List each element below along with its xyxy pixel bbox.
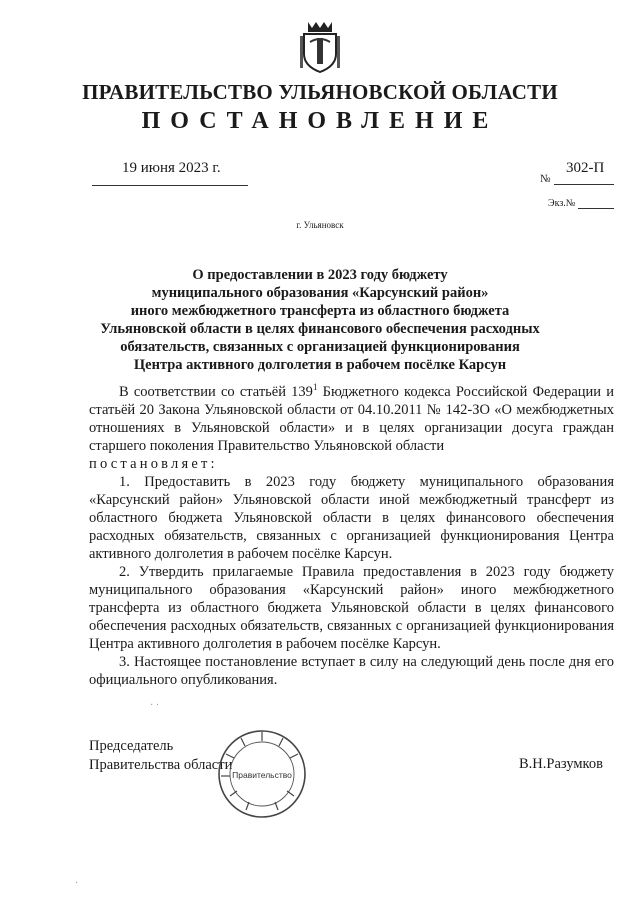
resolves-paragraph: [89, 455, 614, 473]
document-heading: [60, 266, 580, 374]
city: г. Ульяновск: [296, 220, 344, 230]
number-underline: [554, 184, 614, 185]
official-seal-stamp: [216, 728, 308, 820]
article-superscript: 1: [312, 382, 318, 393]
document-body: [89, 383, 614, 689]
intro-text-a: В соответствии со статьёй 139: [119, 384, 313, 400]
heading-line: Центра активного долголетия в рабочем посёлке Карсун: [133, 357, 507, 373]
signatory-name: В.Н.Разумков: [519, 756, 603, 772]
intro-text-b: Бюджетного кодекса Российской Федерации и статьёй 20 Закона Ульяновской области от 04.10.2011 № 142-ЗО «О межбюджетных отношениях в Ульяновской области» и в целях организации досуга граждан старшего поколения Правительство Ульяновской области: [89, 384, 614, 454]
signatory-title-line: Председатель: [89, 738, 174, 754]
heading-line: обязательств, связанных с организацией функционирования: [120, 339, 520, 355]
clause-1: 1. Предоставить в 2023 году бюджету муниципального образования «Карсунский район» Ульяновской области иной межбюджетный трансферт из областного бюджета Ульяновской области в целях финансового обеспечения расходных обязательств, связанных с организацией функционирования Центра активного долголетия в рабочем посёлке Карсун.: [89, 474, 614, 562]
date-underline: [92, 185, 248, 186]
document-type: ПОСТАНОВЛЕНИЕ: [141, 108, 499, 134]
heading-line: муниципального образования «Карсунский район»: [151, 285, 489, 301]
seal-center-text: Правительство: [232, 770, 292, 780]
number-label: №: [540, 173, 551, 185]
government-title: ПРАВИТЕЛЬСТВО УЛЬЯНОВСКОЙ ОБЛАСТИ: [82, 80, 558, 104]
scan-artifact: ·: [75, 878, 79, 889]
document-date: 19 июня 2023 г.: [122, 160, 221, 176]
clause-3: 3. Настоящее постановление вступает в силу на следующий день после дня его официального опубликования.: [89, 654, 614, 688]
signatory-title-line: Правительства области: [89, 757, 233, 773]
copy-number-label: Экз.№: [548, 198, 576, 209]
signatory-title: [89, 737, 232, 775]
clause-2: 2. Утвердить прилагаемые Правила предоставления в 2023 году бюджету муниципального образования «Карсунский район» иного межбюджетного трансферта из областного бюджета Ульяновской области в целях финансового обеспечения расходных обязательств, связанных с организацией функционирования Центра активного долголетия в рабочем посёлке Карсун.: [89, 564, 614, 652]
coat-of-arms-emblem: [298, 18, 342, 74]
copy-number-underline: [578, 208, 614, 209]
scan-artifact: · ·: [150, 700, 160, 711]
document-number: 302-П: [566, 160, 605, 176]
intro-paragraph: [89, 383, 614, 455]
heading-line: иного межбюджетного трансферта из областного бюджета: [130, 303, 510, 319]
resolves-word: постановляет:: [89, 456, 218, 472]
heading-line: Ульяновской области в целях финансового обеспечения расходных: [100, 321, 540, 337]
heading-line: О предоставлении в 2023 году бюджету: [192, 267, 448, 283]
